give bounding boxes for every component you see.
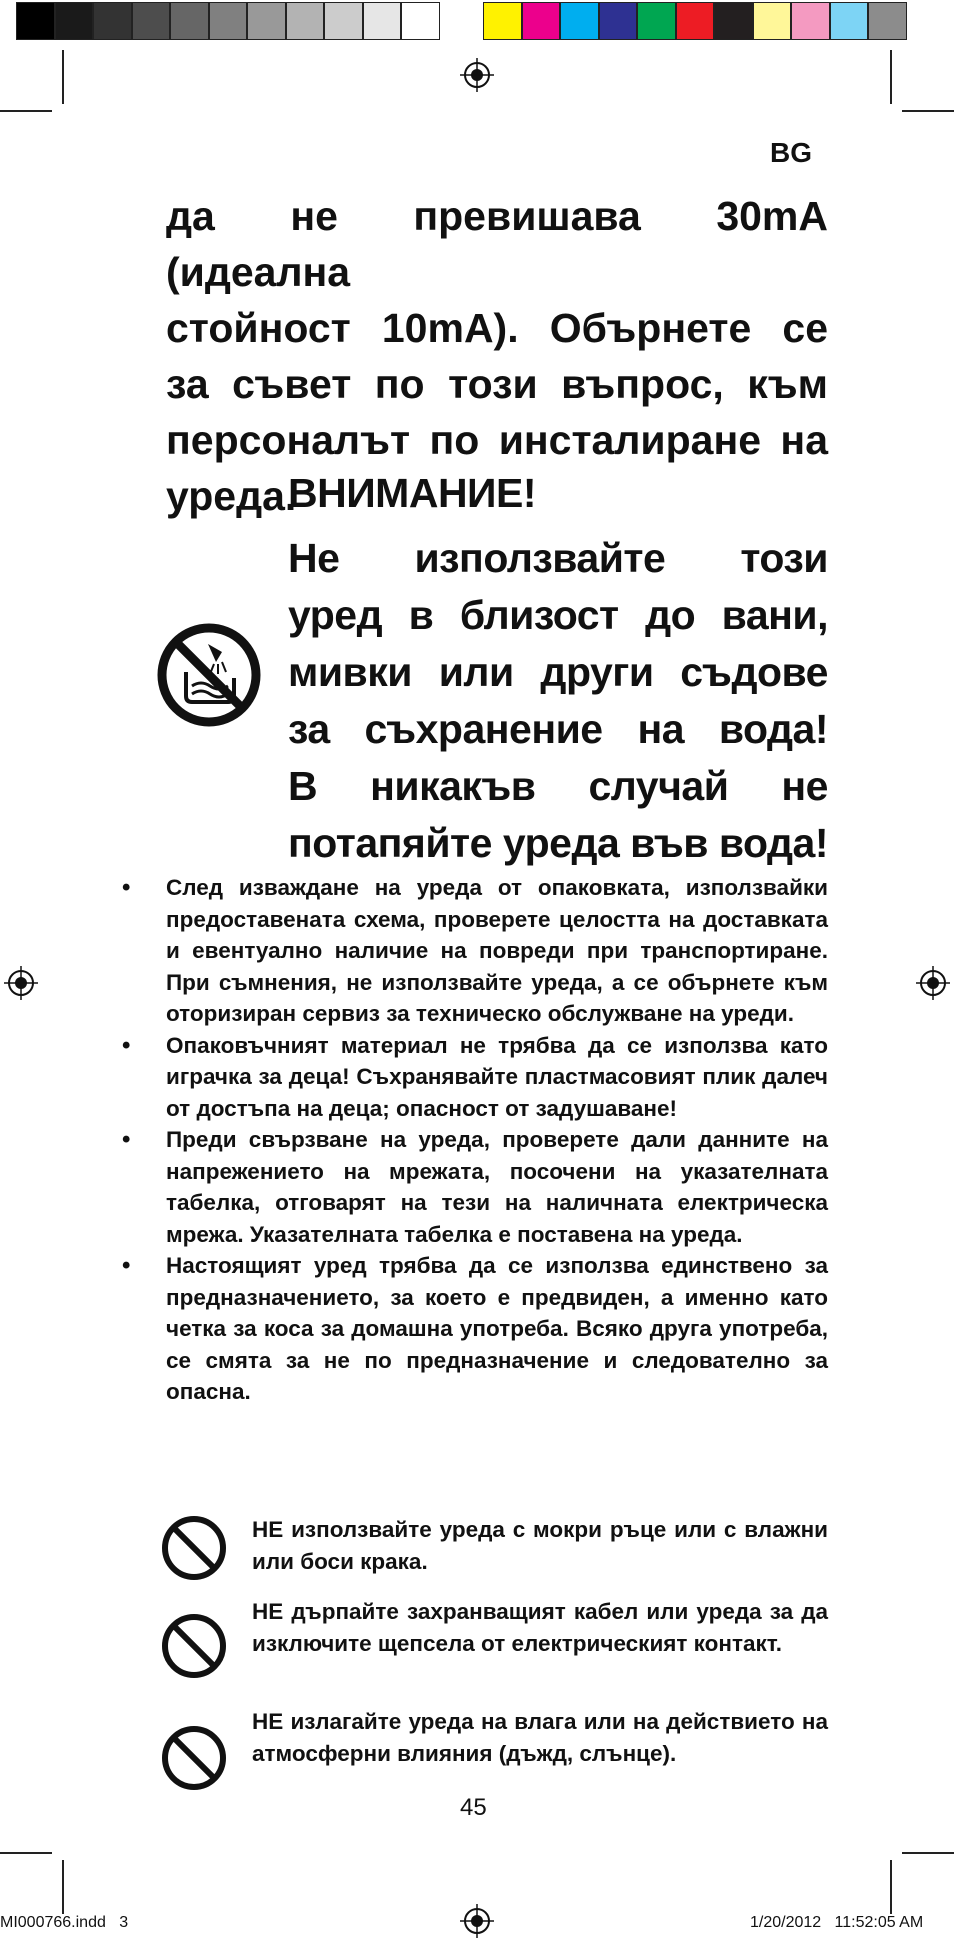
warning-line: Не използвайте този [288,535,828,581]
warning-line: за съхранение на вода! [288,706,828,752]
prohibition-note: НЕ дърпайте захранващият кабел или уреда за да изключите щепсела от електрическият контакт. [252,1599,828,1656]
calibration-swatch [599,2,638,40]
calibration-swatch [714,2,753,40]
calibration-swatch [209,2,248,40]
crop-mark [0,1852,52,1854]
no-bath-icon [156,622,262,728]
crop-mark [902,1852,954,1854]
footer-file-name: MI000766.indd 3 [0,1914,129,1931]
gray-calibration-strip [16,2,440,42]
calibration-swatch [868,2,907,40]
warning-line: потапяйте уреда във вода! [288,820,828,866]
bullet-icon: • [122,1252,131,1279]
calibration-swatch [55,2,94,40]
crop-mark [0,110,52,112]
crop-mark [62,50,64,104]
intro-line: персоналът по инсталиране на [166,417,828,463]
calibration-swatch [170,2,209,40]
calibration-swatch [522,2,561,40]
calibration-swatch [560,2,599,40]
intro-line: уреда. [166,473,297,519]
bullet-icon: • [122,1126,131,1153]
crop-mark [902,110,954,112]
list-item-text: Опаковъчният материал не трябва да се използва като играчка за деца! Съхранявайте пластмасовият плик далеч от достъпа на деца; опасност от задушаване! [166,1032,828,1121]
color-calibration-strip [483,2,907,42]
calibration-swatch [324,2,363,40]
calibration-swatch [676,2,715,40]
intro-line: стойност 10mA). Обърнете се [166,305,828,351]
prohibition-note: НЕ използвайте уреда с мокри ръце или с влажни или боси крака. [252,1517,828,1574]
footer-timestamp: 1/20/2012 11:52:05 AM [750,1914,924,1931]
prohibition-icon [160,1612,228,1680]
list-item [116,1250,828,1408]
prohibition-icon [160,1514,228,1582]
list-item [116,1124,828,1250]
list-item-text: След изваждане на уреда от опаковката, използвайки предоставената схема, проверете целостта на доставката и евентуално наличие на повреди при транспортиране. При съмнения, не използвайте уреда, а се обърнете към оторизиран сервиз за техническо обслужване на уреди. [166,875,828,1026]
calibration-swatch [830,2,869,40]
bullet-icon: • [122,1031,131,1059]
prohibition-note: НЕ излагайте уреда на влага или на действието на атмосферни влияния (дъжд, слънце). [252,1709,828,1766]
page-number: 45 [460,1794,487,1821]
safety-bullet-list [116,872,828,1408]
intro-line: да не превишава 30mA (идеална [166,193,828,295]
warning-title: ВНИМАНИЕ! [288,470,537,516]
calibration-swatch [286,2,325,40]
calibration-swatch [791,2,830,40]
prohibition-icon [160,1724,228,1792]
list-item [116,872,828,1030]
calibration-swatch [401,2,440,40]
registration-mark-icon [460,1904,494,1938]
calibration-swatch [132,2,171,40]
warning-body [288,530,828,872]
crop-mark [890,1860,892,1914]
calibration-swatch [483,2,522,40]
registration-mark-icon [4,966,38,1000]
registration-mark-icon [460,58,494,92]
list-item-text: Настоящият уред трябва да се използва единствено за предназначението, за което е предвиден, а именно като четка за коса за домашна употреба. Всяко друга употреба, се смята за не по предназначение и следователно за опасна. [166,1253,828,1404]
calibration-swatch [363,2,402,40]
crop-mark [890,50,892,104]
warning-line: уред в близост до вани, [288,592,828,638]
calibration-swatch [247,2,286,40]
bullet-icon: • [122,874,131,901]
list-item-text: Преди свързване на уреда, проверете дали данните на напрежението на мрежата, посочени на указателната табелка, отговарят на тези на наличната електрическа мрежа. Указателната табелка е поставена на уреда. [166,1127,828,1247]
calibration-swatch [93,2,132,40]
language-code: BG [770,137,812,168]
list-item [116,1030,828,1125]
registration-mark-icon [916,966,950,1000]
calibration-swatch [16,2,55,40]
calibration-swatch [753,2,792,40]
crop-mark [62,1860,64,1914]
warning-line: мивки или други съдове [288,649,828,695]
calibration-swatch [637,2,676,40]
warning-line: В никакъв случай не [288,763,828,809]
intro-line: за съвет по този въпрос, към [166,361,828,407]
